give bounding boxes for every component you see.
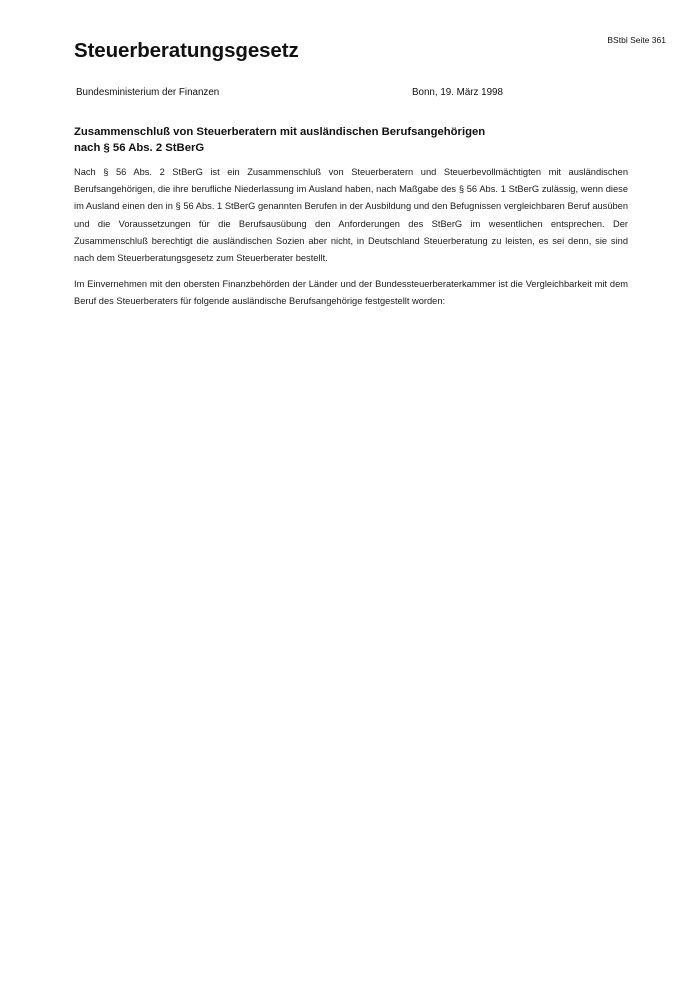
- paragraph: Im Einvernehmen mit den obersten Finanzbehörden der Länder und der Bundessteuerberaterkammer ist die Vergleichbarkeit mit dem Beruf des Steuerberaters für folgende ausländische Berufsangehörige festgestellt worden:: [74, 279, 628, 307]
- document-title: Steuerberatungsgesetz: [74, 39, 299, 62]
- subject-heading: [74, 124, 634, 156]
- body-text: [74, 164, 628, 320]
- document-meta: [76, 87, 636, 101]
- paragraph: Nach § 56 Abs. 2 StBerG ist ein Zusammenschluß von Steuerberatern und Steuerbevollmächtigten mit ausländischen Berufsangehörigen, die ihre berufliche Niederlassung im Ausland haben, nach Maßgabe des § 56 Abs. 1 StBerG zulässig, wenn diese im Ausland einen den in § 56 Abs. 1 StBerG genannten Berufen in der Ausbildung und den Befugnissen vergleichbaren Beruf ausüben und die Voraussetzungen für die Berufsausübung den Anforderungen des StBerG im wesentlichen entsprechen. Der Zusammenschluß berechtigt die ausländischen Sozien aber nicht, in Deutschland Steuerberatung zu leisten, es sei denn, sie sind nach dem Steuerberatungsgesetz zum Steuerberater bestellt.: [74, 167, 628, 264]
- subject-line-2: nach § 56 Abs. 2 StBerG: [74, 142, 205, 154]
- issuer: Bundesministerium der Finanzen: [76, 87, 220, 98]
- issue-date: Bonn, 19. März 1998: [412, 87, 503, 98]
- page-reference: BStbl Seite 361: [607, 35, 666, 45]
- subject-line-1: Zusammenschluß von Steuerberatern mit ausländischen Berufsangehörigen: [74, 126, 486, 138]
